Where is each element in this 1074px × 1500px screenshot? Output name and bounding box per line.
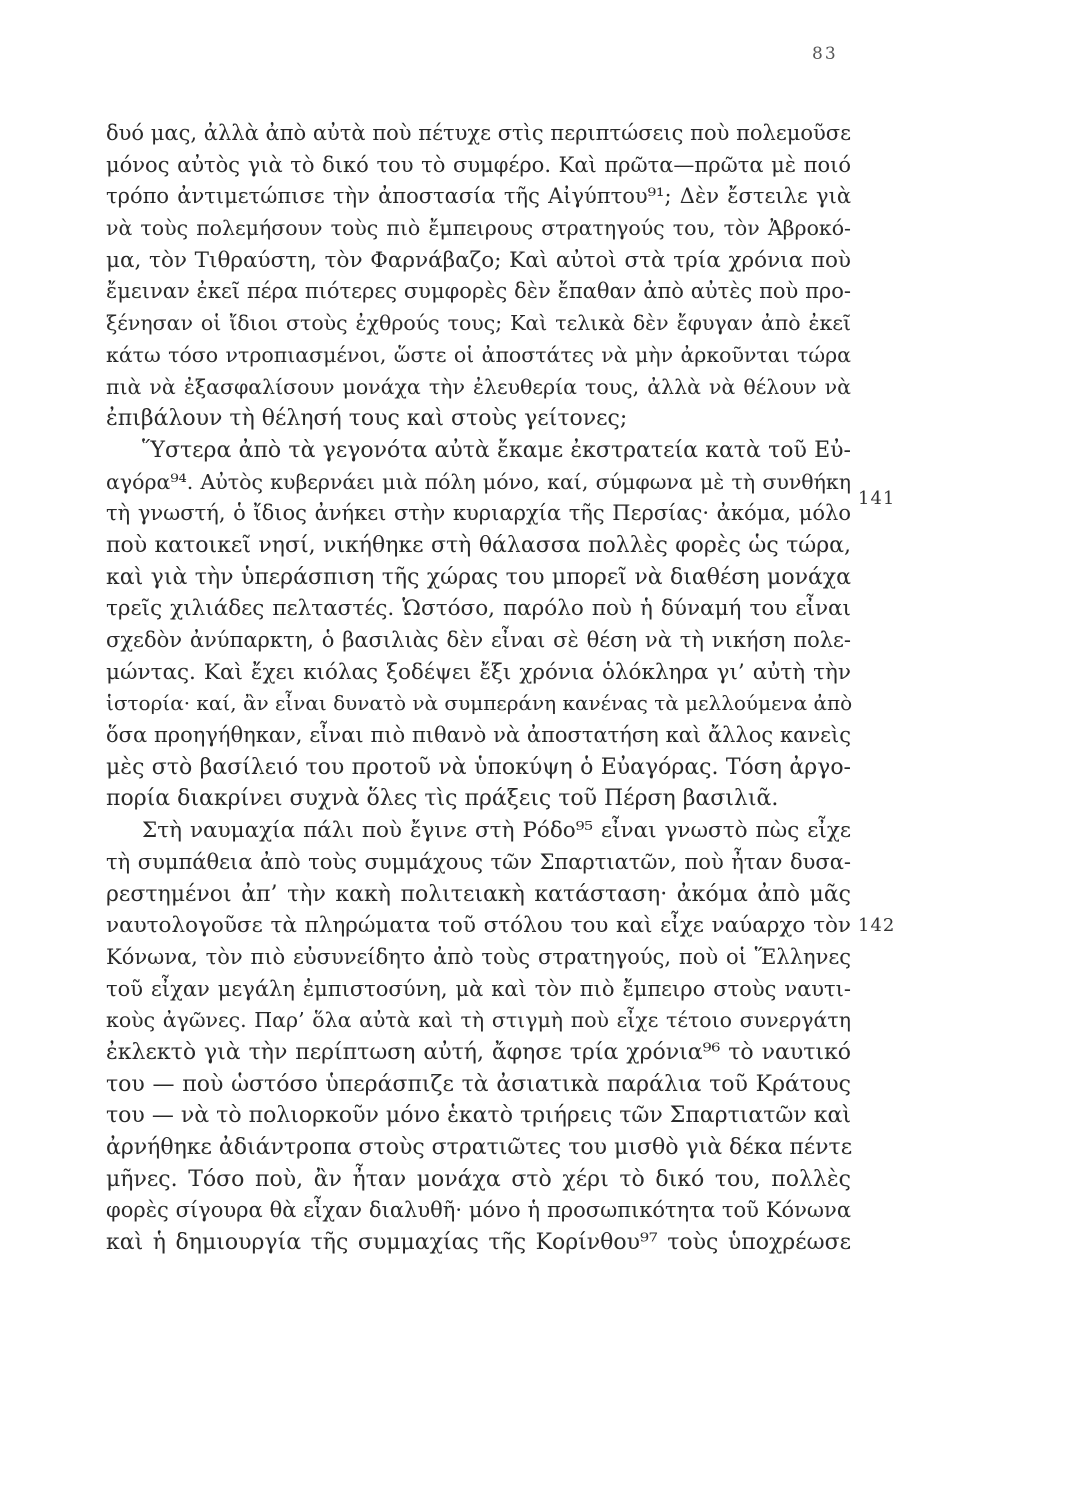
- text-line: ρεστημένοι ἀπ’ τὴν κακὴ πολιτειακὴ κατάσταση· ἀκόμα ἀπὸ μᾶς: [106, 881, 851, 907]
- text-line: πιὰ νὰ ἐξασφαλίσουν μονάχα τὴν ἐλευθερία τους, ἀλλὰ νὰ θέλουν νὰ: [106, 374, 851, 399]
- text-line: μῆνες. Τόσο ποὺ, ἂν ἦταν μονάχα στὸ χέρι τὸ δικό του, πολλὲς: [106, 1166, 851, 1192]
- text-line: τρεῖς χιλιάδες πελταστές. Ὡστόσο, παρόλο ποὺ ἡ δύναμή του εἶναι: [106, 596, 851, 622]
- text-line: πορία διακρίνει συχνὰ ὅλες τὶς πράξεις τοῦ Πέρση βασιλιᾶ.: [106, 786, 779, 812]
- text-line: ἔμειναν ἐκεῖ πέρα πιότερες συμφορὲς δὲν ἔπαθαν ἀπὸ αὐτὲς ποὺ προ-: [106, 279, 851, 304]
- text-line: τοῦ εἶχαν μεγάλη ἐμπιστοσύνη, μὰ καὶ τὸν πιὸ ἔμπειρο στοὺς ναυτι-: [106, 976, 851, 1001]
- margin-number-142: 142: [858, 915, 896, 936]
- text-line: σχεδὸν ἀνύπαρκτη, ὁ βασιλιὰς δὲν εἶναι σὲ θέση νὰ τὴ νικήση πολε-: [106, 628, 851, 652]
- text-line: καὶ ἡ δημιουργία τῆς συμμαχίας τῆς Κορίνθου⁹⁷ τοὺς ὑποχρέωσε: [106, 1230, 851, 1256]
- body-text: [106, 118, 851, 1259]
- text-line: δυό μας, ἀλλὰ ἀπὸ αὐτὰ ποὺ πέτυχε στὶς περιπτώσεις ποὺ πολεμοῦσε: [106, 121, 851, 145]
- text-line: μὲς στὸ βασίλειό του προτοῦ νὰ ὑποκύψη ὁ Εὐαγόρας. Τόση ἀργο-: [106, 754, 851, 780]
- margin-number-141: 141: [858, 488, 896, 509]
- text-line: μώντας. Καὶ ἔχει κιόλας ξοδέψει ἔξι χρόνια ὁλόκληρα γι’ αὐτὴ τὴν: [106, 659, 851, 685]
- text-line: τρόπο ἀντιμετώπισε τὴν ἀποστασία τῆς Αἰγύπτου⁹¹; Δὲν ἔστειλε γιὰ: [106, 184, 851, 209]
- text-line: ἐπιβάλουν τὴ θέλησή τους καὶ στοὺς γείτονες;: [106, 406, 628, 432]
- text-line: ἐκλεκτὸ γιὰ τὴν περίπτωση αὐτή, ἄφησε τρία χρόνια⁹⁶ τὸ ναυτικό: [106, 1039, 851, 1065]
- text-line: Ὕστερα ἀπὸ τὰ γεγονότα αὐτὰ ἔκαμε ἐκστρατεία κατὰ τοῦ Εὐ-: [142, 437, 851, 463]
- text-line: του — ποὺ ὡστόσο ὑπεράσπιζε τὰ ἀσιατικὰ παράλια τοῦ Κράτους: [106, 1071, 851, 1097]
- text-line: αγόρα⁹⁴. Αὐτὸς κυβερνάει μιὰ πόλη μόνο, καί, σύμφωνα μὲ τὴ συνθήκη: [106, 469, 851, 494]
- text-line: νὰ τοὺς πολεμήσουν τοὺς πιὸ ἔμπειρους στρατηγούς του, τὸν Ἀβροκό-: [106, 216, 851, 241]
- page-number: 83: [812, 44, 838, 64]
- text-line: μα, τὸν Τιθραύστη, τὸν Φαρνάβαζο; Καὶ αὐτοὶ στὰ τρία χρόνια ποὺ: [106, 247, 851, 273]
- text-line: κοὺς ἀγῶνες. Παρ’ ὅλα αὐτὰ καὶ τὴ στιγμὴ ποὺ εἶχε τέτοιο συνεργάτη: [106, 1008, 851, 1033]
- text-line: μόνος αὐτὸς γιὰ τὸ δικό του τὸ συμφέρο. Καὶ πρῶτα—πρῶτα μὲ ποιό: [106, 152, 851, 177]
- text-line: ἱστορία· καί, ἂν εἶναι δυνατὸ νὰ συμπεράνη κανένας τὰ μελλούμενα ἀπὸ: [106, 691, 853, 716]
- text-line: του — νὰ τὸ πολιορκοῦν μόνο ἑκατὸ τριήρεις τῶν Σπαρτιατῶν καὶ: [106, 1103, 851, 1129]
- text-line: τὴ συμπάθεια ἀπὸ τοὺς συμμάχους τῶν Σπαρτιατῶν, ποὺ ἦταν δυσα-: [106, 849, 851, 874]
- text-line: καὶ γιὰ τὴν ὑπεράσπιση τῆς χώρας του μπορεῖ νὰ διαθέση μονάχα: [106, 564, 851, 590]
- text-line: ναυτολογοῦσε τὰ πληρώματα τοῦ στόλου του καὶ εἶχε ναύαρχο τὸν: [106, 913, 851, 939]
- text-line: Στὴ ναυμαχία πάλι ποὺ ἔγινε στὴ Ρόδο⁹⁵ εἶναι γνωστὸ πὼς εἶχε: [142, 818, 851, 844]
- text-line: ποὺ κατοικεῖ νησί, νικήθηκε στὴ θάλασσα πολλὲς φορὲς ὡς τώρα,: [106, 532, 851, 558]
- text-line: φορὲς σίγουρα θὰ εἶχαν διαλυθῆ· μόνο ἡ προσωπικότητα τοῦ Κόνωνα: [106, 1198, 851, 1223]
- text-line: Κόνωνα, τὸν πιὸ εὐσυνείδητο ἀπὸ τοὺς στρατηγούς, ποὺ οἱ Ἕλληνες: [106, 944, 851, 969]
- text-line: κάτω τόσο ντροπιασμένοι, ὥστε οἱ ἀποστάτες νὰ μὴν ἀρκοῦνται τώρα: [106, 342, 851, 367]
- text-line: ὅσα προηγήθηκαν, εἶναι πιὸ πιθανὸ νὰ ἀποστατήση καὶ ἄλλος κανεὶς: [106, 723, 851, 748]
- text-line: ξένησαν οἱ ἴδιοι στοὺς ἐχθρούς τους; Καὶ τελικὰ δὲν ἔφυγαν ἀπὸ ἐκεῖ: [106, 311, 851, 336]
- text-line: ἀρνήθηκε ἀδιάντροπα στοὺς στρατιῶτες του μισθὸ γιὰ δέκα πέντε: [106, 1135, 853, 1160]
- text-line: τὴ γνωστή, ὁ ἴδιος ἀνήκει στὴν κυριαρχία τῆς Περσίας· ἀκόμα, μόλο: [106, 501, 851, 526]
